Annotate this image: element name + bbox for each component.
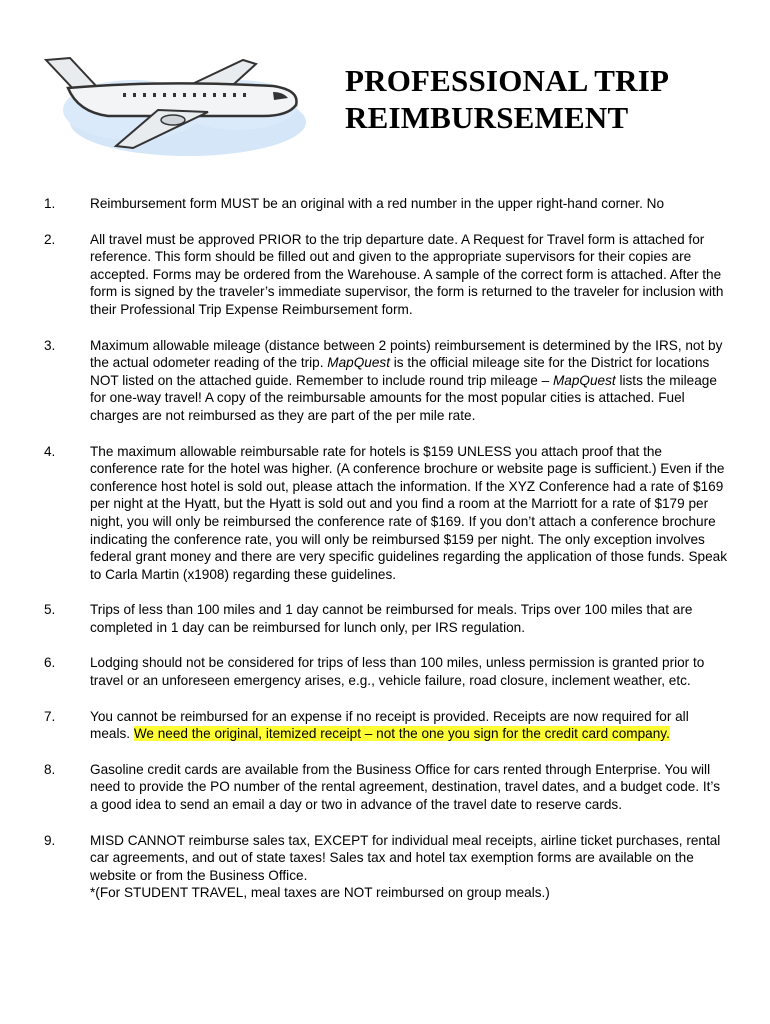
highlighted-text: We need the original, itemized receipt – not the one you sign for the credit card company. [133, 726, 670, 742]
document-title [345, 62, 669, 136]
title-line-1: PROFESSIONAL TRIP [345, 63, 670, 98]
airplane-illustration [38, 50, 308, 165]
list-item [0, 443, 770, 584]
list-item [0, 654, 770, 689]
list-item [0, 761, 770, 814]
item-text: Trips of less than 100 miles and 1 day cannot be reimbursed for meals. Trips over 100 miles that are completed in 1 day can be reimbursed for lunch only, per IRS regulation. [90, 602, 693, 635]
item-number: 1. [44, 196, 56, 211]
list-item [0, 708, 770, 743]
list-item [0, 337, 770, 425]
item-text: Reimbursement form MUST be an original with a red number in the upper right-hand corner. No [90, 196, 664, 211]
student-travel-note: *(For STUDENT TRAVEL, meal taxes are NOT reimbursed on group meals.) [90, 885, 550, 901]
list-item [0, 195, 770, 213]
item-text: Lodging should not be considered for trips of less than 100 miles, unless permission is granted prior to travel or an unforeseen emergency arises, e.g., vehicle failure, road closure, inclement weather, etc. [90, 655, 705, 689]
item-number: 6. [44, 655, 56, 671]
mapquest-emphasis: MapQuest [552, 372, 616, 388]
item-text: MISD CANNOT reimburse sales tax, EXCEPT for individual meal receipts, airline ticket purchases, rental car agreements, and out of state taxes! Sales tax and hotel tax exemption forms are available on the website or from the Business Office. *(For STUDENT TRAVEL, meal taxes are NOT reimbursed on group meals.) [90, 832, 730, 902]
mapquest-emphasis: MapQuest [327, 355, 390, 371]
item-text: Maximum allowable mileage (distance between 2 points) reimbursement is determined by the IRS, not by the actual odometer reading of the trip. MapQuest is the official mileage site for the District for locations NOT listed on the attached guide. Remember to include round trip mileage – MapQuest lists the mileage for one-way travel! A copy of the reimbursable amounts for the most popular cities is attached. Fuel charges are not reimbursed as they are part of the per mile rate. [90, 337, 723, 423]
item-text: All travel must be approved PRIOR to the trip departure date. A Request for Travel form is attached for reference. This form should be filled out and given to the appropriate supervisors for their copies are accepted. Forms may be ordered from the Warehouse. A sample of the correct form is attached. After the form is signed by the traveler’s immediate supervisor, the form is returned to the traveler for inclusion with their Professional Trip Expense Reimbursement form. [90, 231, 724, 317]
list-item [0, 601, 770, 636]
title-line-2: REIMBURSEMENT [345, 100, 629, 135]
list-item [0, 231, 770, 319]
item-number: 7. [44, 708, 56, 724]
red-emphasis: red [387, 196, 408, 211]
item-number: 4. [44, 443, 56, 459]
item-text: You cannot be reimbursed for an expense if no receipt is provided. Receipts are now required for all meals. We need the original, itemized receipt – not the one you sign for the credit card company. [90, 708, 689, 742]
rules-list [0, 195, 770, 920]
item-number: 8. [44, 761, 56, 777]
item-number: 3. [44, 337, 56, 353]
item-number: 2. [44, 231, 56, 247]
list-item [0, 832, 770, 902]
not-emphasis: not [376, 726, 396, 742]
item-number: 5. [44, 602, 56, 618]
item-number: 9. [44, 832, 56, 848]
item-text: Gasoline credit cards are available from the Business Office for cars rented through Enterprise. You will need to provide the PO number of the rental agreement, destination, travel dates, and a budget code. It’s a good idea to send an email a day or two in advance of the travel date to reserve cards. [90, 761, 720, 813]
item-text: The maximum allowable reimbursable rate for hotels is $159 UNLESS you attach proof that the conference rate for the hotel was higher. (A conference brochure or website page is sufficient.) Even if the conference host hotel is sold out, please attach the information. If the XYZ Conference had a rate of $169 per night at the Hyatt, but the Hyatt is sold out and you find a room at the Marriott for a rate of $179 per night, you will only be reimbursed the conference rate of $169. If you don’t attach a conference brochure indicating the conference rate, you will only be reimbursed $159 per night. The only exception involves federal grant money and there are very specific guidelines regarding the application of those funds. Speak to Carla Martin (x1908) regarding these guidelines. [90, 443, 728, 582]
